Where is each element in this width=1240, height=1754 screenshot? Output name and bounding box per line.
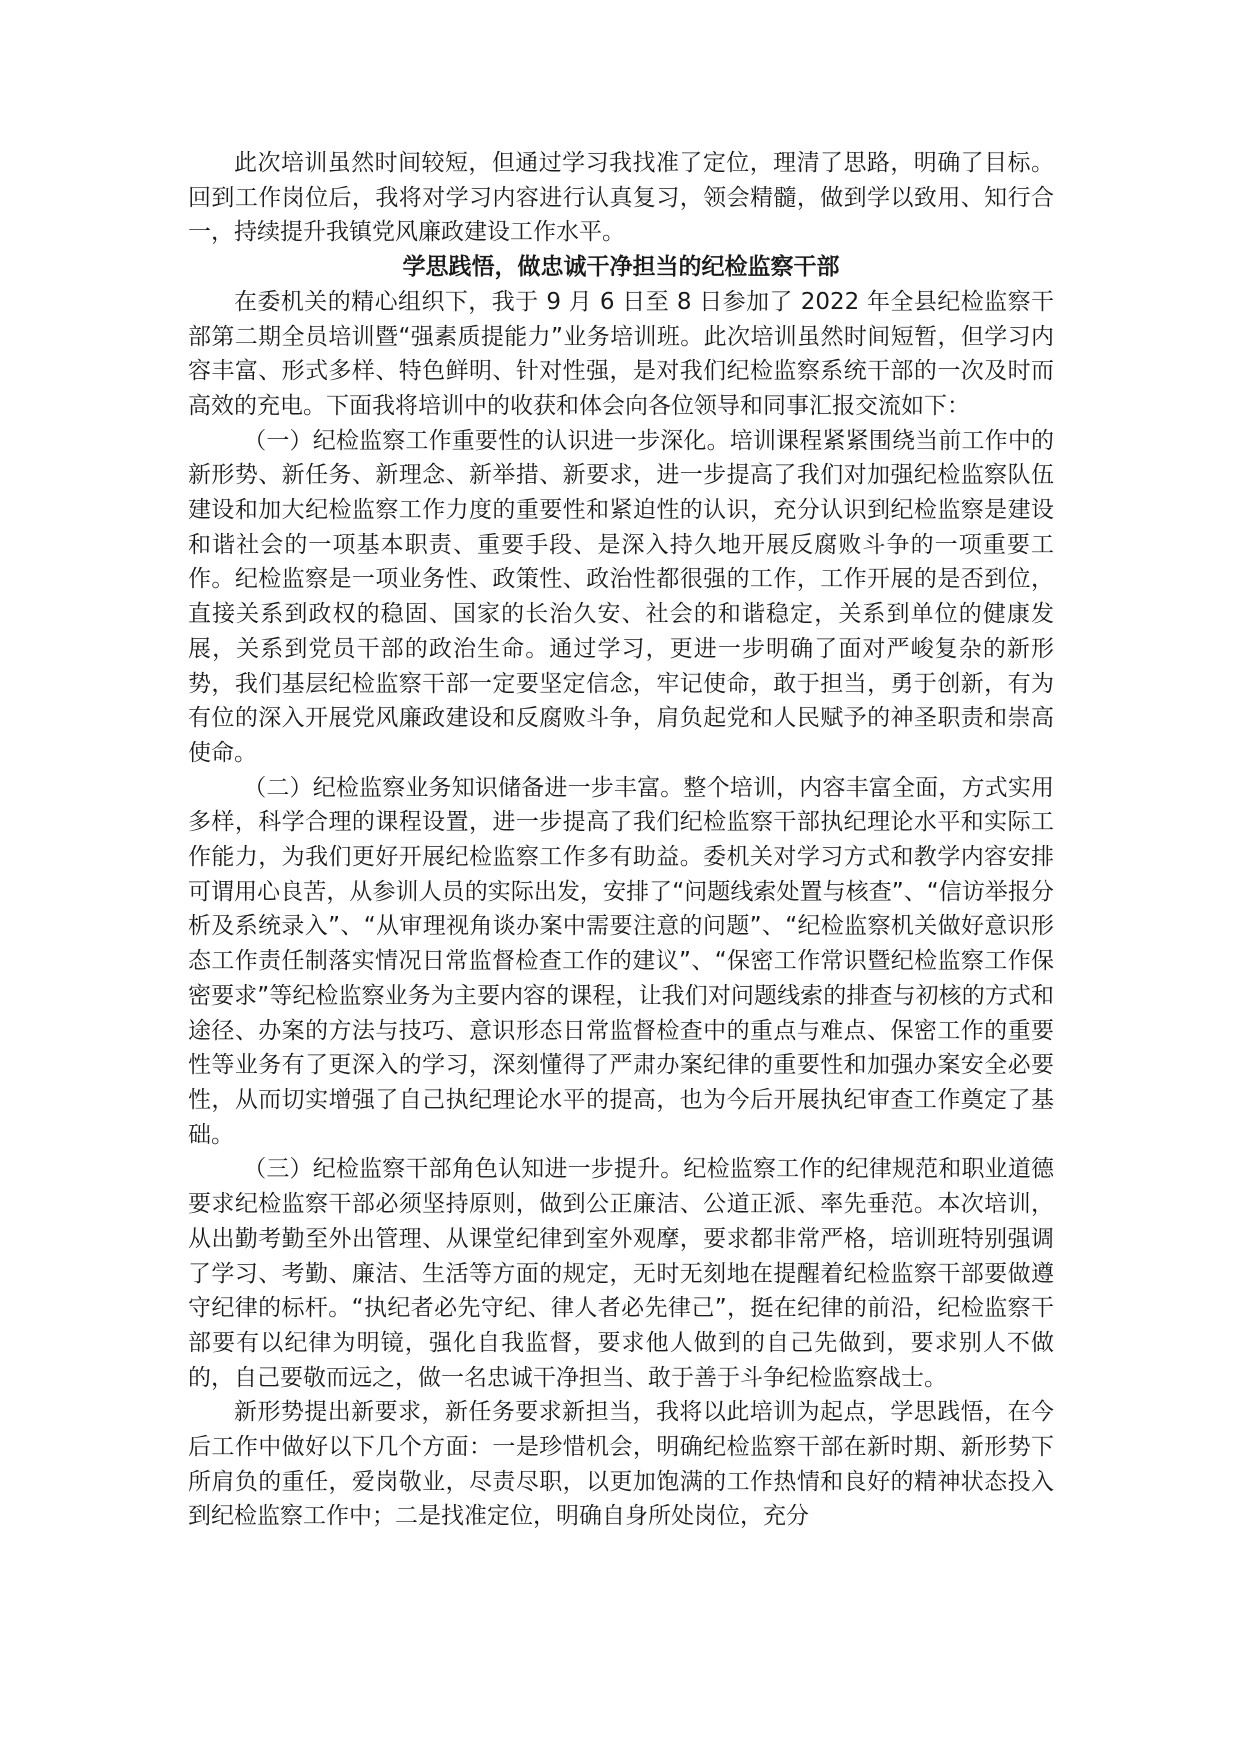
opening-paragraph: 在委机关的精心组织下，我于 9 月 6 日至 8 日参加了 2022 年全县纪检监察干部第二期全员培训暨“强素质提能力”业务培训班。此次培训虽然时间短暂，但学习内容丰富、形式多样、特色鲜明、针对性强，是对我们纪检监察系统干部的一次及时而高效的充电。下面我将培训中的收获和体会向各位领导和同事汇报交流如下：	[188, 288, 1054, 419]
section-3-paragraph: （三）纪检监察干部角色认知进一步提升。纪检监察工作的纪律规范和职业道德要求纪检监察干部必须坚持原则，做到公正廉洁、公道正派、率先垂范。本次培训，从出勤考勤至外出管理、从课堂纪律到室外观摩，要求都非常严格，培训班特别强调了学习、考勤、廉洁、生活等方面的规定，无时无刻地在提醒着纪检监察干部要做遵守纪律的标杆。“执纪者必先守纪、律人者必先律己”，挺在纪律的前沿，纪检监察干部要有以纪律为明镜，强化自我监督，要求他人做到的自己先做到，要求别人不做的，自己要敬而远之，做一名忠诚干净担当、敢于善于斗争纪检监察战士。	[188, 1156, 1054, 1391]
section-1-paragraph: （一）纪检监察工作重要性的认识进一步深化。培训课程紧紧围绕当前工作中的新形势、新任务、新理念、新举措、新要求，进一步提高了我们对加强纪检监察队伍建设和加大纪检监察工作力度的重要性和紧迫性的认识，充分认识到纪检监察是建设和谐社会的一项基本职责、重要手段、是深入持久地开展反腐败斗争的一项重要工作。纪检监察是一项业务性、政策性、政治性都很强的工作，工作开展的是否到位，直接关系到政权的稳固、国家的长治久安、社会的和谐稳定，关系到单位的健康发展，关系到党员干部的政治生命。通过学习，更进一步明确了面对严峻复杂的新形势，我们基层纪检监察干部一定要坚定信念，牢记使命，敢于担当，勇于创新，有为有位的深入开展党风廉政建设和反腐败斗争，肩负起党和人民赋予的神圣职责和崇高使命。	[188, 427, 1054, 766]
document-body	[188, 146, 1054, 1534]
closing-paragraph: 新形势提出新要求，新任务要求新担当，我将以此培训为起点，学思践悟，在今后工作中做好以下几个方面：一是珍惜机会，明确纪检监察干部在新时期、新形势下所肩负的重任，爱岗敬业，尽责尽职，以更加饱满的工作热情和良好的精神状态投入到纪检监察工作中；二是找准定位，明确自身所处岗位，充分	[188, 1399, 1054, 1530]
section-2-paragraph: （二）纪检监察业务知识储备进一步丰富。整个培训，内容丰富全面，方式实用多样，科学合理的课程设置，进一步提高了我们纪检监察干部执纪理论水平和实际工作能力，为我们更好开展纪检监察工作多有助益。委机关对学习方式和教学内容安排可谓用心良苦，从参训人员的实际出发，安排了“问题线索处置与核查”、“信访举报分析及系统录入”、“从审理视角谈办案中需要注意的问题”、“纪检监察机关做好意识形态工作责任制落实情况日常监督检查工作的建议”、“保密工作常识暨纪检监察工作保密要求”等纪检监察业务为主要内容的课程，让我们对问题线索的排查与初核的方式和途径、办案的方法与技巧、意识形态日常监督检查中的重点与难点、保密工作的重要性等业务有了更深入的学习，深刻懂得了严肃办案纪律的重要性和加强办案安全必要性，从而切实增强了自己执纪理论水平的提高，也为今后开展执纪审查工作奠定了基础。	[188, 774, 1054, 1148]
intro-paragraph: 此次培训虽然时间较短，但通过学习我找准了定位，理清了思路，明确了目标。回到工作岗位后，我将对学习内容进行认真复习，领会精髓，做到学以致用、知行合一，持续提升我镇党风廉政建设工作水平。	[188, 150, 1054, 246]
article-heading: 学思践悟，做忠诚干净担当的纪检监察干部	[402, 254, 840, 281]
